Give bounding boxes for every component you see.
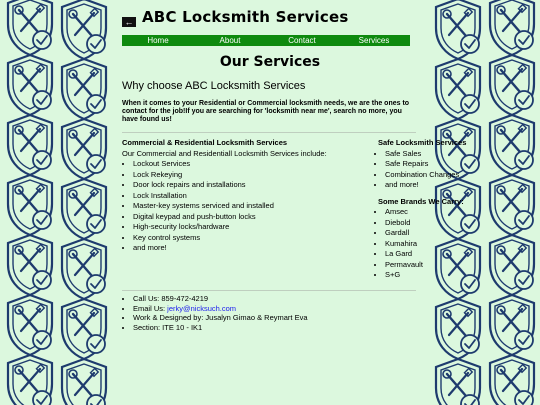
shield-tools-icon	[432, 356, 484, 405]
list-item: • Door lock repairs and installations	[133, 180, 362, 191]
shield-tools-icon	[486, 352, 538, 405]
shield-tools-icon	[486, 52, 538, 118]
list-item: • Digital keypad and push-button locks	[133, 212, 362, 223]
list-item: • Master-key systems serviced and installed	[133, 201, 362, 212]
shield-tools-icon	[486, 112, 538, 178]
list-item: • and more!	[133, 243, 362, 254]
safe-section	[374, 138, 484, 281]
nav-home[interactable]: Home	[147, 36, 169, 45]
why-heading: Why choose ABC Locksmith Services	[122, 80, 306, 92]
brands-heading: Some Brands We Carry:	[378, 196, 464, 206]
back-arrow-icon[interactable]: ←	[122, 17, 136, 27]
shield-tools-icon	[486, 292, 538, 358]
list-item: • La Gard	[385, 249, 484, 260]
shield-tools-icon	[58, 56, 108, 122]
list-item: • Permavault	[385, 260, 484, 271]
list-item: • S+G	[385, 270, 484, 281]
shield-tools-icon	[4, 172, 56, 238]
list-item: • and more!	[385, 180, 484, 191]
list-item: • Key control systems	[133, 233, 362, 244]
shield-tools-icon	[486, 172, 538, 238]
shield-tools-icon	[432, 0, 484, 62]
shield-tools-icon	[4, 352, 56, 405]
why-text: When it comes to your Residential or Commercial locksmith needs, we are the ones to contact for the job!If you are searching for 'locksmith near me', search no more, you have found us!	[122, 100, 410, 123]
list-item: • Lockout Services	[133, 159, 362, 170]
shield-tools-icon	[4, 52, 56, 118]
commercial-intro: Our Commercial and Residentiall Locksmith Services include:	[122, 148, 327, 158]
shield-tools-icon	[58, 296, 108, 362]
list-item: • High-security locks/hardware	[133, 222, 362, 233]
safe-list	[374, 149, 484, 191]
site-title: ABC Locksmith Services	[142, 8, 349, 26]
header	[122, 8, 422, 30]
brands-list	[374, 207, 484, 281]
commercial-list	[122, 159, 362, 254]
section-info: • Section: ITE 10 - IK1	[133, 323, 308, 333]
list-item: • Amsec	[385, 207, 484, 218]
shield-tools-icon	[58, 176, 108, 242]
list-item: • Kumahira	[385, 239, 484, 250]
email-link[interactable]: jerky@nicksuch.com	[167, 303, 237, 313]
list-item: • Diebold	[385, 218, 484, 229]
left-pattern	[0, 0, 108, 405]
nav-about[interactable]: About	[219, 36, 241, 45]
list-item: • Combination Changes	[385, 170, 484, 181]
shield-tools-icon	[432, 296, 484, 362]
commercial-section	[122, 138, 362, 254]
divider	[122, 132, 416, 133]
commercial-heading: Commercial & Residential Locksmith Services	[122, 138, 288, 147]
shield-tools-icon	[4, 292, 56, 358]
list-item: • Safe Repairs	[385, 159, 484, 170]
contact-phone: • Call Us: 859-472-4219	[133, 294, 308, 304]
nav-contact[interactable]: Contact	[288, 36, 316, 45]
shield-tools-icon	[4, 0, 56, 58]
shield-tools-icon	[58, 356, 108, 405]
shield-tools-icon	[4, 232, 56, 298]
list-item: • Safe Sales	[385, 149, 484, 160]
shield-tools-icon	[58, 0, 108, 62]
shield-tools-icon	[58, 236, 108, 302]
shield-tools-icon	[432, 56, 484, 122]
contact-email: • Email Us: jerky@nicksuch.com	[133, 304, 308, 314]
shield-tools-icon	[4, 112, 56, 178]
main-nav	[122, 35, 410, 46]
safe-heading: Safe Locksmith Services	[378, 138, 467, 147]
shield-tools-icon	[486, 0, 538, 58]
list-item: • Gardall	[385, 228, 484, 239]
divider	[122, 290, 416, 291]
shield-tools-icon	[58, 116, 108, 182]
shield-tools-icon	[486, 232, 538, 298]
main-content	[108, 0, 467, 405]
page-title: Our Services	[219, 54, 321, 70]
credits: • Work & Designed by: Jusalyn Gimao & Reymart Eva	[133, 313, 308, 323]
list-item: • Lock Rekeying	[133, 170, 362, 181]
contact-info	[122, 294, 308, 332]
nav-services[interactable]: Services	[358, 36, 390, 45]
list-item: • Lock Installation	[133, 191, 362, 202]
